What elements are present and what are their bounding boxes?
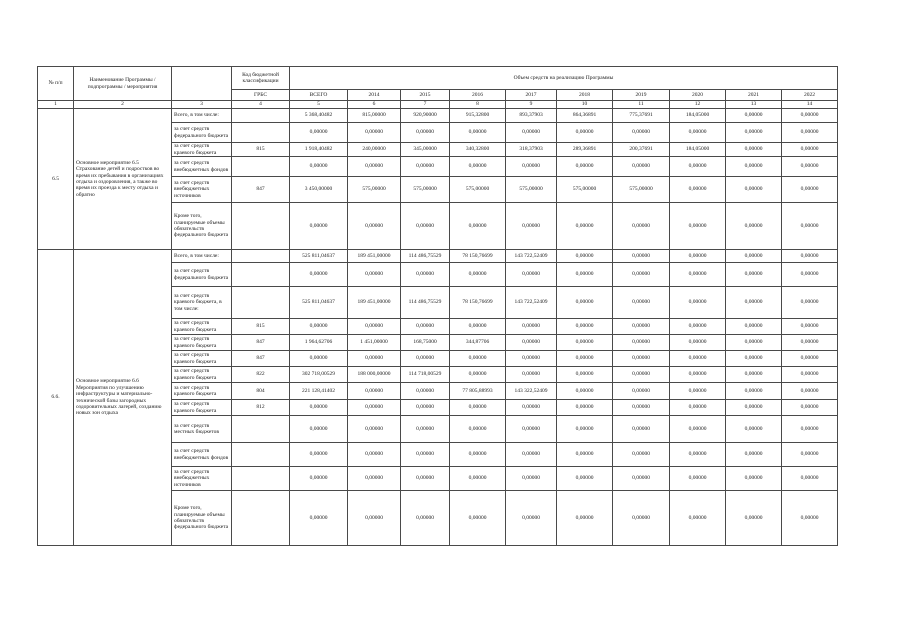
total-value: 525 811,04637 xyxy=(290,250,348,263)
year-value: 0,00000 xyxy=(613,383,670,400)
col-header-no: № п/п xyxy=(38,67,74,101)
year-value: 1 451,00000 xyxy=(348,335,401,351)
funding-source: за счет средств краевого бюджета xyxy=(172,319,232,335)
year-value: 0,00000 xyxy=(557,416,613,443)
year-value: 0,00000 xyxy=(557,467,613,491)
year-value: 0,00000 xyxy=(401,157,450,177)
total-value: 0,00000 xyxy=(290,443,348,467)
year-value: 0,00000 xyxy=(613,157,670,177)
year-value: 0,00000 xyxy=(782,491,838,546)
year-value: 0,00000 xyxy=(782,319,838,335)
year-value: 0,00000 xyxy=(726,351,782,367)
year-value: 0,00000 xyxy=(670,367,726,383)
column-number: 14 xyxy=(782,101,838,109)
grbs-code xyxy=(232,443,290,467)
year-value: 143 322,52409 xyxy=(506,383,557,400)
year-value: 0,00000 xyxy=(670,177,726,203)
year-value: 184,05000 xyxy=(670,109,726,123)
section-number: 6.6. xyxy=(38,250,74,546)
year-value: 0,00000 xyxy=(670,443,726,467)
year-value: 0,00000 xyxy=(557,491,613,546)
year-value: 0,00000 xyxy=(450,416,506,443)
year-value: 0,00000 xyxy=(726,416,782,443)
year-value: 0,00000 xyxy=(557,383,613,400)
year-value: 0,00000 xyxy=(450,443,506,467)
year-value: 864,36891 xyxy=(557,109,613,123)
year-value: 0,00000 xyxy=(506,335,557,351)
year-value: 915,32800 xyxy=(450,109,506,123)
column-number: 10 xyxy=(557,101,613,109)
year-value: 0,00000 xyxy=(726,123,782,143)
year-value: 0,00000 xyxy=(613,250,670,263)
col-header-name: Наименование Программы / подпрограммы / мероприятия xyxy=(74,67,172,101)
grbs-code xyxy=(232,491,290,546)
year-value: 0,00000 xyxy=(613,203,670,250)
year-value: 0,00000 xyxy=(401,203,450,250)
year-value: 0,00000 xyxy=(613,467,670,491)
year-value: 200,37691 xyxy=(613,143,670,157)
year-value: 0,00000 xyxy=(613,263,670,287)
year-value: 893,37903 xyxy=(506,109,557,123)
year-value: 0,00000 xyxy=(401,383,450,400)
year-value: 0,00000 xyxy=(557,157,613,177)
year-value: 0,00000 xyxy=(557,400,613,416)
funding-source: за счет средств краевого бюджета xyxy=(172,367,232,383)
year-value: 0,00000 xyxy=(613,123,670,143)
year-value: 0,00000 xyxy=(450,400,506,416)
total-value: 0,00000 xyxy=(290,467,348,491)
year-value: 0,00000 xyxy=(506,263,557,287)
year-value: 0,00000 xyxy=(450,263,506,287)
grbs-code xyxy=(232,416,290,443)
budget-table xyxy=(37,66,838,546)
total-value: 5 368,40482 xyxy=(290,109,348,123)
year-value: 0,00000 xyxy=(782,287,838,319)
year-value: 114 718,00529 xyxy=(401,367,450,383)
col-header-total: ВСЕГО xyxy=(290,90,348,101)
year-value: 0,00000 xyxy=(670,351,726,367)
funding-source: за счет средств внебюджетных фондов xyxy=(172,443,232,467)
year-value: 0,00000 xyxy=(670,319,726,335)
year-value: 575,00000 xyxy=(450,177,506,203)
funding-source: Кроме того, планируемые объемы обязательств федерального бюджета xyxy=(172,491,232,546)
funding-source: за счет средств краевого бюджета xyxy=(172,143,232,157)
year-value: 0,00000 xyxy=(726,467,782,491)
year-value: 0,00000 xyxy=(782,335,838,351)
year-value: 0,00000 xyxy=(401,263,450,287)
year-value: 0,00000 xyxy=(613,400,670,416)
column-number: 3 xyxy=(172,101,232,109)
year-value: 0,00000 xyxy=(348,123,401,143)
year-value: 0,00000 xyxy=(726,203,782,250)
column-number: 6 xyxy=(348,101,401,109)
total-value: 525 811,04637 xyxy=(290,287,348,319)
funding-source: за счет средств внебюджетных фондов xyxy=(172,157,232,177)
year-value: 575,00000 xyxy=(348,177,401,203)
year-value: 0,00000 xyxy=(782,367,838,383)
section-number: 6.5 xyxy=(38,109,74,250)
year-header: 2021 xyxy=(726,90,782,101)
year-value: 189 451,00000 xyxy=(348,287,401,319)
year-value: 0,00000 xyxy=(613,335,670,351)
year-value: 0,00000 xyxy=(450,467,506,491)
year-value: 0,00000 xyxy=(506,491,557,546)
year-value: 0,00000 xyxy=(726,335,782,351)
year-value: 0,00000 xyxy=(348,383,401,400)
year-header: 2022 xyxy=(782,90,838,101)
year-value: 0,00000 xyxy=(348,319,401,335)
column-number: 12 xyxy=(670,101,726,109)
year-value: 0,00000 xyxy=(670,416,726,443)
year-value: 0,00000 xyxy=(348,491,401,546)
year-value: 0,00000 xyxy=(670,123,726,143)
budget-table-page xyxy=(37,66,837,546)
funding-source: Всего, в том числе: xyxy=(172,109,232,123)
total-value: 0,00000 xyxy=(290,319,348,335)
year-value: 340,32800 xyxy=(450,143,506,157)
grbs-code xyxy=(232,203,290,250)
header-row-numbering xyxy=(38,101,838,109)
year-value: 0,00000 xyxy=(450,123,506,143)
section-name: Основное мероприятие 6.5 Страхование детей и подростков во время их пребывания в организациях отдыха и оздоровления, а также во время их проезда к месту отдыха и обратно xyxy=(74,109,172,250)
year-value: 0,00000 xyxy=(401,491,450,546)
year-value: 0,00000 xyxy=(670,263,726,287)
year-value: 0,00000 xyxy=(348,400,401,416)
year-value: 0,00000 xyxy=(348,263,401,287)
year-value: 0,00000 xyxy=(348,416,401,443)
column-number: 8 xyxy=(450,101,506,109)
total-value: 0,00000 xyxy=(290,400,348,416)
funding-source: за счет средств краевого бюджета xyxy=(172,383,232,400)
total-value: 0,00000 xyxy=(290,263,348,287)
year-value: 0,00000 xyxy=(782,263,838,287)
year-value: 0,00000 xyxy=(401,319,450,335)
total-value: 1 918,40482 xyxy=(290,143,348,157)
total-value: 1 964,62706 xyxy=(290,335,348,351)
funding-source: за счет средств федерального бюджета xyxy=(172,263,232,287)
total-value: 0,00000 xyxy=(290,157,348,177)
funding-source: за счет средств местных бюджетов xyxy=(172,416,232,443)
year-value: 0,00000 xyxy=(782,123,838,143)
year-value: 0,00000 xyxy=(726,287,782,319)
year-value: 0,00000 xyxy=(726,383,782,400)
year-value: 920,90000 xyxy=(401,109,450,123)
year-value: 575,00000 xyxy=(401,177,450,203)
year-value: 0,00000 xyxy=(670,335,726,351)
year-value: 0,00000 xyxy=(450,203,506,250)
table-row xyxy=(38,109,838,123)
year-value: 0,00000 xyxy=(670,383,726,400)
year-value: 0,00000 xyxy=(726,491,782,546)
year-value: 289,36891 xyxy=(557,143,613,157)
year-value: 0,00000 xyxy=(726,367,782,383)
grbs-code xyxy=(232,109,290,123)
year-value: 0,00000 xyxy=(557,123,613,143)
section-name: Основное мероприятие 6.6 Мероприятия по улучшению инфраструктуры и материально-технической базы загородных оздоровительных лагерей, созданию новых зон отдыха xyxy=(74,250,172,546)
funding-source: за счет средств внебюджетных источников xyxy=(172,177,232,203)
year-value: 0,00000 xyxy=(450,491,506,546)
year-value: 184,05000 xyxy=(670,143,726,157)
year-value: 0,00000 xyxy=(506,400,557,416)
grbs-code: 815 xyxy=(232,143,290,157)
year-value: 0,00000 xyxy=(726,157,782,177)
col-header-volume: Объем средств на реализацию Программы xyxy=(290,67,838,90)
year-value: 0,00000 xyxy=(670,250,726,263)
year-header: 2017 xyxy=(506,90,557,101)
year-value: 0,00000 xyxy=(506,123,557,143)
year-value: 0,00000 xyxy=(557,351,613,367)
year-value: 0,00000 xyxy=(782,467,838,491)
year-value: 0,00000 xyxy=(782,416,838,443)
column-number: 13 xyxy=(726,101,782,109)
year-value: 0,00000 xyxy=(670,157,726,177)
year-value: 0,00000 xyxy=(506,157,557,177)
year-value: 0,00000 xyxy=(557,263,613,287)
grbs-code: 812 xyxy=(232,400,290,416)
year-value: 0,00000 xyxy=(613,351,670,367)
column-number: 11 xyxy=(613,101,670,109)
grbs-code xyxy=(232,287,290,319)
year-value: 0,00000 xyxy=(726,263,782,287)
year-value: 815,00000 xyxy=(348,109,401,123)
column-number: 9 xyxy=(506,101,557,109)
year-value: 0,00000 xyxy=(782,157,838,177)
year-value: 0,00000 xyxy=(348,443,401,467)
year-value: 0,00000 xyxy=(782,203,838,250)
year-value: 0,00000 xyxy=(401,400,450,416)
column-number: 4 xyxy=(232,101,290,109)
year-value: 0,00000 xyxy=(401,123,450,143)
year-value: 0,00000 xyxy=(506,416,557,443)
year-value: 0,00000 xyxy=(557,319,613,335)
year-value: 0,00000 xyxy=(506,319,557,335)
grbs-code: 815 xyxy=(232,319,290,335)
year-value: 0,00000 xyxy=(613,367,670,383)
grbs-code: 847 xyxy=(232,335,290,351)
year-value: 575,00000 xyxy=(613,177,670,203)
year-value: 0,00000 xyxy=(348,157,401,177)
year-value: 575,00000 xyxy=(557,177,613,203)
year-value: 775,37691 xyxy=(613,109,670,123)
year-value: 114 486,75529 xyxy=(401,287,450,319)
total-value: 0,00000 xyxy=(290,203,348,250)
year-header: 2019 xyxy=(613,90,670,101)
year-value: 0,00000 xyxy=(613,319,670,335)
year-header: 2020 xyxy=(670,90,726,101)
year-value: 188 000,00000 xyxy=(348,367,401,383)
year-header: 2014 xyxy=(348,90,401,101)
year-value: 189 451,00000 xyxy=(348,250,401,263)
year-value: 0,00000 xyxy=(506,203,557,250)
col-header-budget-code: Код бюджетной классификации xyxy=(232,67,290,90)
funding-source: Кроме того, планируемые объемы обязательств федерального бюджета xyxy=(172,203,232,250)
year-value: 240,00000 xyxy=(348,143,401,157)
year-value: 0,00000 xyxy=(557,367,613,383)
year-value: 168,75000 xyxy=(401,335,450,351)
grbs-code: 847 xyxy=(232,177,290,203)
total-value: 3 450,00000 xyxy=(290,177,348,203)
year-value: 0,00000 xyxy=(450,351,506,367)
year-value: 0,00000 xyxy=(670,203,726,250)
year-header: 2018 xyxy=(557,90,613,101)
year-value: 318,37903 xyxy=(506,143,557,157)
table-row xyxy=(38,250,838,263)
grbs-code xyxy=(232,250,290,263)
year-value: 0,00000 xyxy=(782,177,838,203)
total-value: 302 718,00529 xyxy=(290,367,348,383)
year-value: 0,00000 xyxy=(450,157,506,177)
funding-source: за счет средств краевого бюджета xyxy=(172,335,232,351)
year-value: 0,00000 xyxy=(782,400,838,416)
funding-source: за счет средств федерального бюджета xyxy=(172,123,232,143)
year-value: 0,00000 xyxy=(613,287,670,319)
year-value: 0,00000 xyxy=(401,467,450,491)
grbs-code: 847 xyxy=(232,351,290,367)
grbs-code: 804 xyxy=(232,383,290,400)
year-header: 2016 xyxy=(450,90,506,101)
year-value: 0,00000 xyxy=(782,351,838,367)
grbs-code xyxy=(232,123,290,143)
year-value: 0,00000 xyxy=(726,143,782,157)
year-value: 0,00000 xyxy=(401,351,450,367)
total-value: 0,00000 xyxy=(290,491,348,546)
funding-source: за счет средств краевого бюджета xyxy=(172,400,232,416)
col-header-grbs: ГРБС xyxy=(232,90,290,101)
year-value: 0,00000 xyxy=(557,443,613,467)
table-body xyxy=(38,67,838,546)
year-value: 0,00000 xyxy=(670,287,726,319)
year-value: 345,00000 xyxy=(401,143,450,157)
year-value: 344,87706 xyxy=(450,335,506,351)
year-value: 77 805,88993 xyxy=(450,383,506,400)
year-value: 0,00000 xyxy=(726,443,782,467)
year-value: 0,00000 xyxy=(348,467,401,491)
year-value: 0,00000 xyxy=(557,250,613,263)
year-value: 575,00000 xyxy=(506,177,557,203)
year-header: 2015 xyxy=(401,90,450,101)
year-value: 0,00000 xyxy=(726,109,782,123)
grbs-code xyxy=(232,467,290,491)
year-value: 0,00000 xyxy=(613,416,670,443)
year-value: 143 722,52409 xyxy=(506,287,557,319)
col-header-source-blank xyxy=(172,67,232,101)
year-value: 0,00000 xyxy=(782,443,838,467)
column-number: 5 xyxy=(290,101,348,109)
year-value: 0,00000 xyxy=(613,491,670,546)
year-value: 0,00000 xyxy=(450,367,506,383)
year-value: 0,00000 xyxy=(506,443,557,467)
total-value: 221 128,41402 xyxy=(290,383,348,400)
year-value: 78 150,76699 xyxy=(450,250,506,263)
year-value: 114 486,75529 xyxy=(401,250,450,263)
total-value: 0,00000 xyxy=(290,351,348,367)
column-number: 1 xyxy=(38,101,74,109)
funding-source: за счет средств внебюджетных источников xyxy=(172,467,232,491)
year-value: 0,00000 xyxy=(401,443,450,467)
year-value: 0,00000 xyxy=(450,319,506,335)
year-value: 0,00000 xyxy=(348,351,401,367)
year-value: 0,00000 xyxy=(506,467,557,491)
year-value: 0,00000 xyxy=(613,443,670,467)
year-value: 0,00000 xyxy=(726,319,782,335)
header-row-main xyxy=(38,67,838,90)
year-value: 0,00000 xyxy=(557,335,613,351)
year-value: 0,00000 xyxy=(348,203,401,250)
funding-source: Всего, в том числе: xyxy=(172,250,232,263)
year-value: 0,00000 xyxy=(557,203,613,250)
year-value: 0,00000 xyxy=(782,250,838,263)
year-value: 0,00000 xyxy=(782,109,838,123)
year-value: 0,00000 xyxy=(670,467,726,491)
year-value: 0,00000 xyxy=(726,250,782,263)
year-value: 0,00000 xyxy=(670,491,726,546)
year-value: 0,00000 xyxy=(726,400,782,416)
year-value: 0,00000 xyxy=(557,287,613,319)
year-value: 0,00000 xyxy=(782,383,838,400)
funding-source: за счет средств краевого бюджета, в том числе: xyxy=(172,287,232,319)
column-number: 2 xyxy=(74,101,172,109)
total-value: 0,00000 xyxy=(290,123,348,143)
year-value: 0,00000 xyxy=(401,416,450,443)
total-value: 0,00000 xyxy=(290,416,348,443)
year-value: 143 722,52409 xyxy=(506,250,557,263)
year-value: 0,00000 xyxy=(726,177,782,203)
column-number: 7 xyxy=(401,101,450,109)
funding-source: за счет средств краевого бюджета xyxy=(172,351,232,367)
year-value: 0,00000 xyxy=(782,143,838,157)
year-value: 0,00000 xyxy=(506,351,557,367)
grbs-code xyxy=(232,157,290,177)
year-value: 0,00000 xyxy=(670,400,726,416)
grbs-code xyxy=(232,263,290,287)
grbs-code: 822 xyxy=(232,367,290,383)
year-value: 78 150,76699 xyxy=(450,287,506,319)
year-value: 0,00000 xyxy=(506,367,557,383)
